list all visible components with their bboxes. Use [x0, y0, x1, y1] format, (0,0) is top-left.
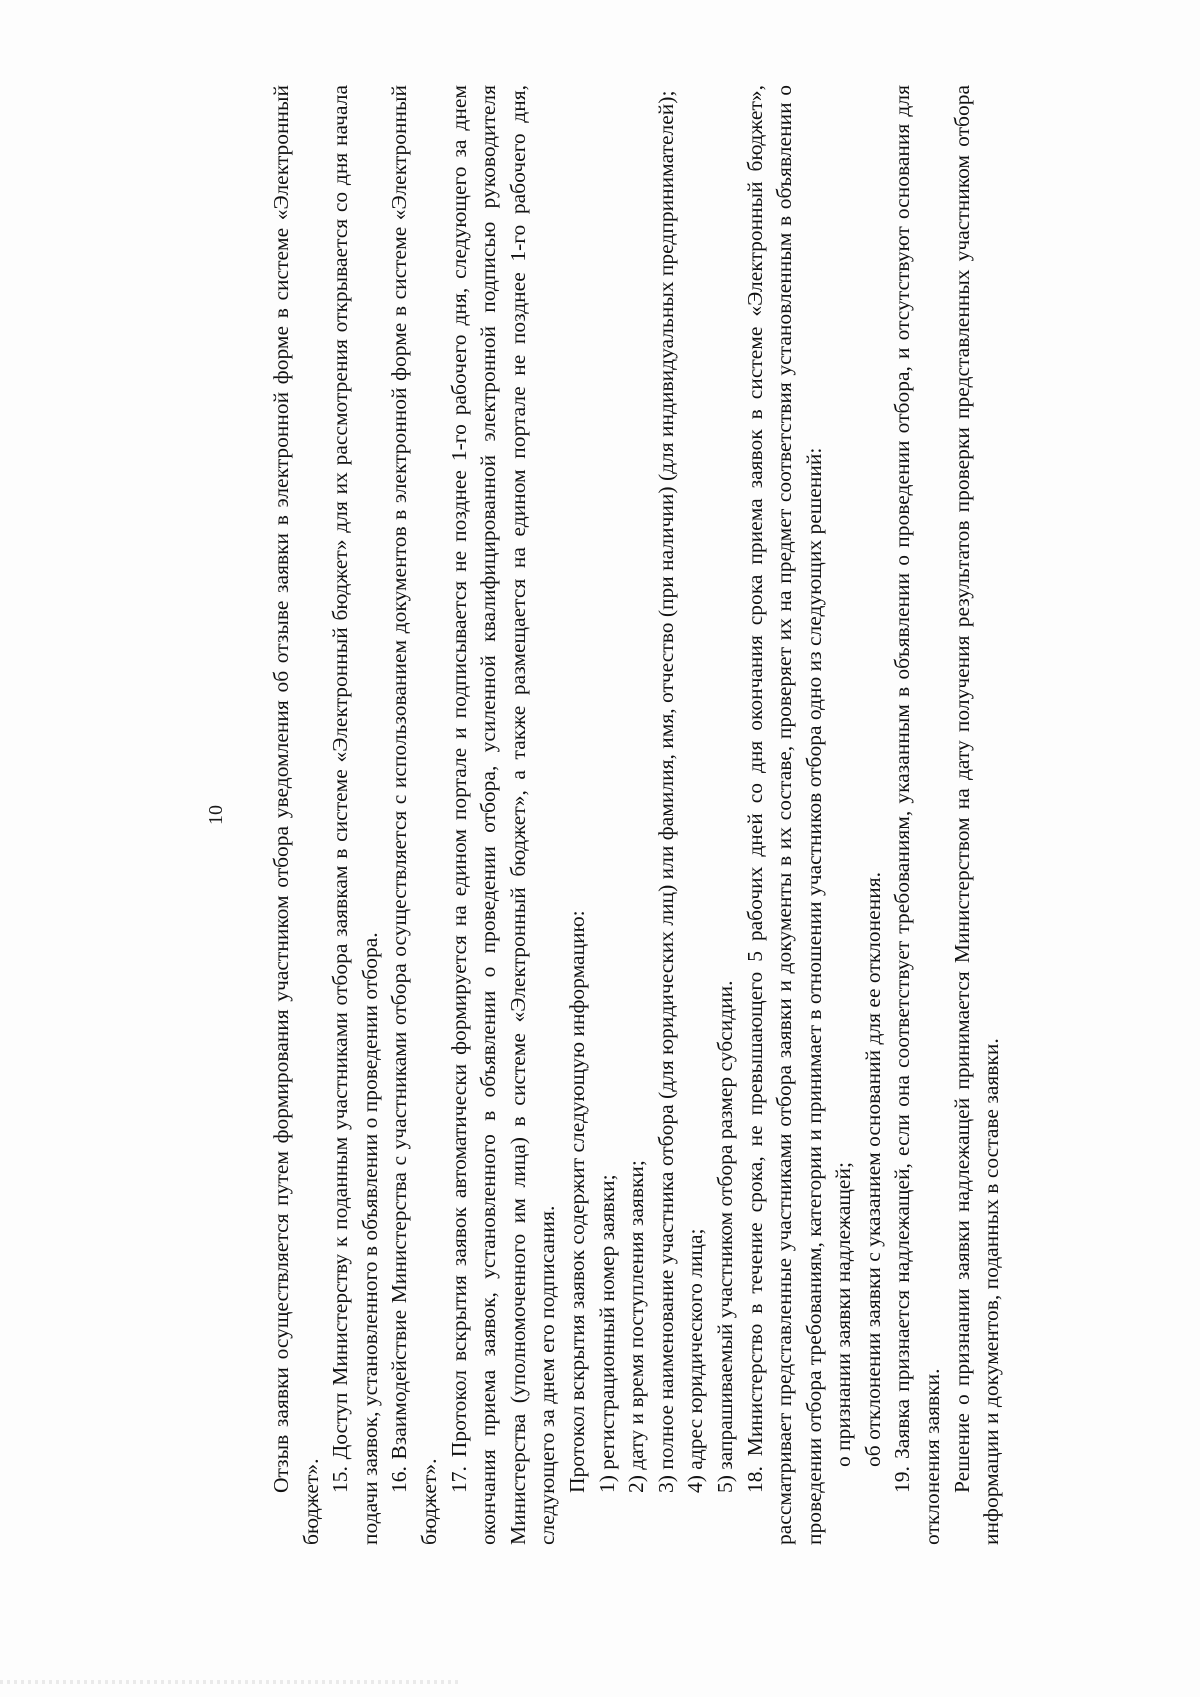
paragraph: Решение о признании заявки надлежащей принимается Министерством на дату получения результатов проверки представленных участником отбора информации и документов, поданных в составе заявки. — [949, 85, 1004, 1545]
paragraph: 17. Протокол вскрытия заявок автоматически формируется на едином портале и подписывается не позднее 1-го рабочего дня, следующего за днем окончания приема заявок, установленного в объявлении о проведении отбора, усиленной квалифицированной электронной подписью руководителя Министерства (уполномоченного им лица) в системе «Электронный бюджет», а также размещается на едином портале не позднее 1-го рабочего дня, следующего за днем его подписания. — [446, 85, 560, 1545]
decision-option: об отклонении заявки с указанием оснований для ее отклонения. — [860, 872, 885, 1467]
paragraph: Отзыв заявки осуществляется путем формирования участником отбора уведомления об отзыве заявки в электронной форме в системе «Электронный бюджет». — [269, 85, 323, 1545]
decision-option: о признании заявки надлежащей; — [831, 1162, 856, 1467]
paragraph: 15. Доступ Министерству к поданным участниками отбора заявкам в системе «Электронный бюджет» для их рассмотрения открывается со дня начала подачи заявок, установленного в объявлении о проведении отбора. — [328, 85, 382, 1545]
list-item: 4) адрес юридического лица; — [683, 1228, 708, 1493]
paragraph: Протокол вскрытия заявок содержит следующую информацию: — [564, 910, 589, 1493]
paragraph: 18. Министерство в течение срока, не превышающего 5 рабочих дней со дня окончания срока приема заявок в системе «Электронный бюджет», рассматривает представленные участниками отбора заявки и документы в их составе, проверяет их на предмет соответствия установленным в объявлении о проведении отбора требованиям, категории и принимает в отношении участников отбора одно из следующих решений: — [742, 85, 826, 1545]
list-item: 3) полное наименование участника отбора (для юридических лиц) или фамилия, имя, отчество (при наличии) (для индивидуальных предпринимателей); — [653, 90, 678, 1493]
rotated-content — [205, 85, 1105, 1545]
list-item: 2) дату и время поступления заявки; — [624, 1160, 649, 1493]
list-item: 1) регистрационный номер заявки; — [594, 1174, 619, 1493]
scan-artifact — [0, 1680, 460, 1684]
paragraph: 16. Взаимодействие Министерства с участниками отбора осуществляется с использованием документов в электронной форме в системе «Электронный бюджет». — [387, 85, 441, 1545]
page-number: 10 — [205, 805, 227, 825]
document-body — [267, 85, 1007, 1545]
paragraph: 19. Заявка признается надлежащей, если она соответствует требованиям, указанным в объявлении о проведении отбора, и отсутствуют основания для отклонения заявки. — [890, 85, 945, 1545]
rotated-content-inner — [205, 85, 1105, 1545]
list-item: 5) запрашиваемый участником отбора размер субсидии. — [712, 980, 737, 1493]
